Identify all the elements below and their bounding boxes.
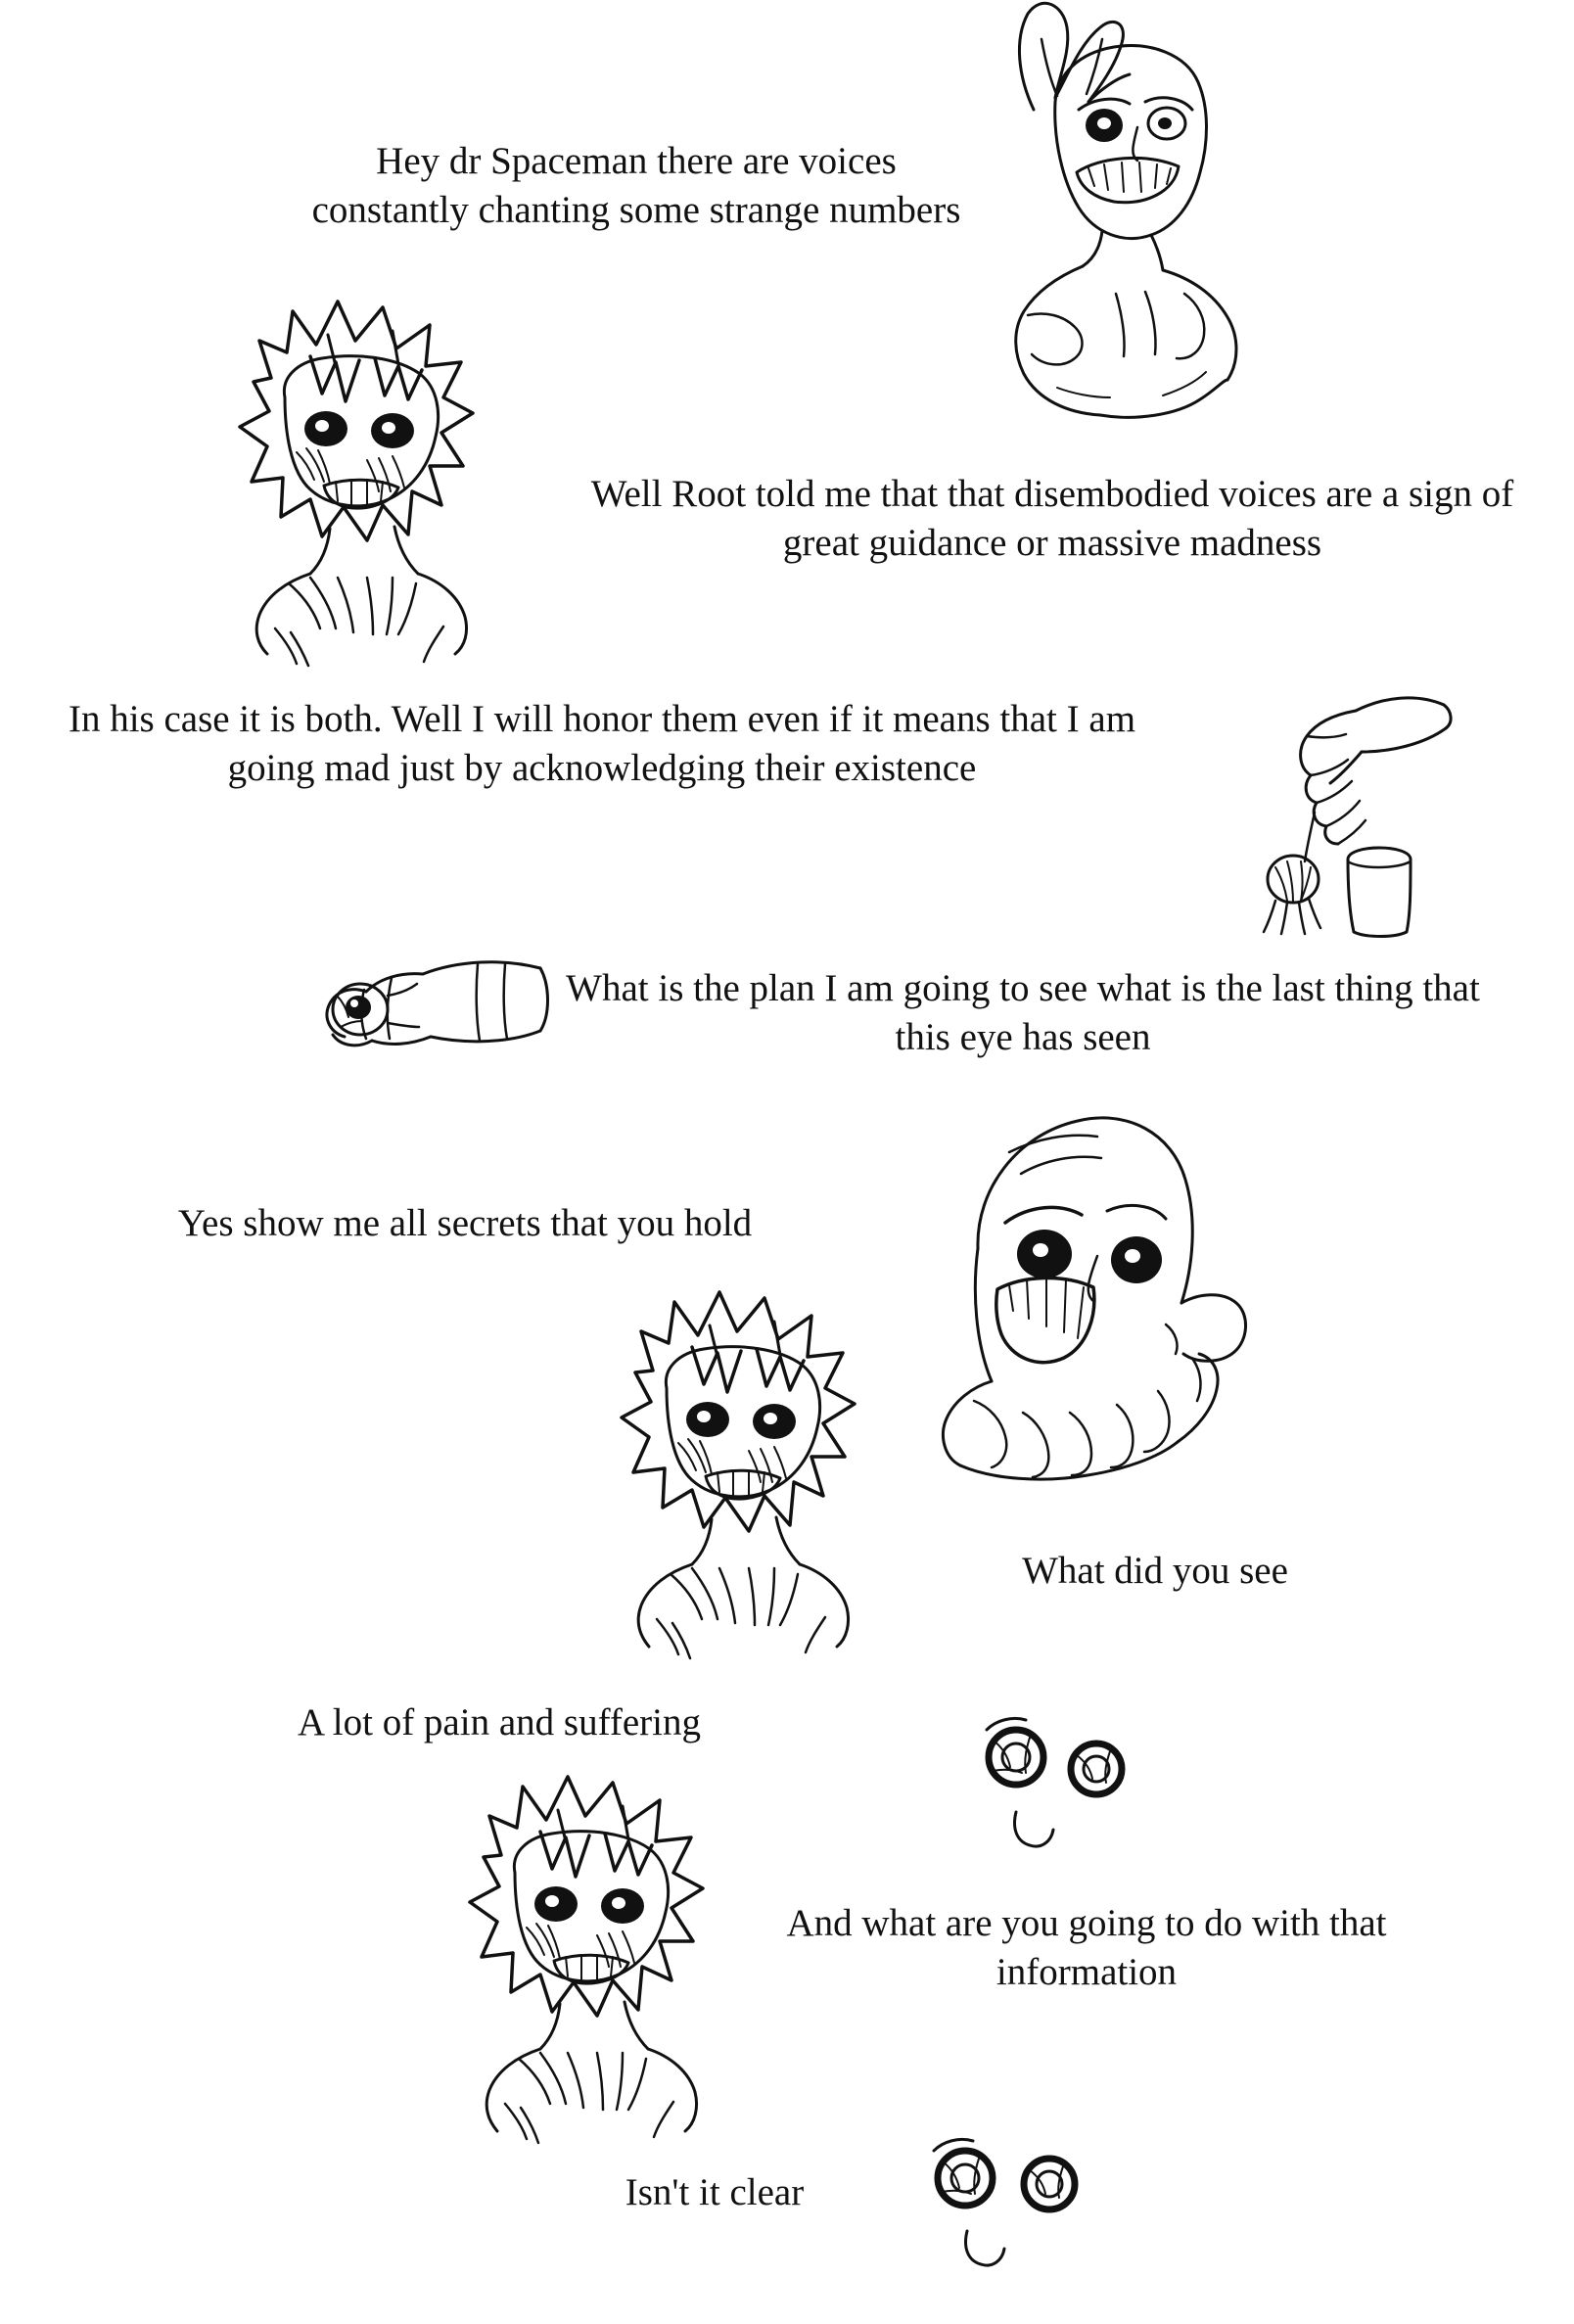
hand-holding-eyeball-drawing <box>294 935 558 1101</box>
horned-demon-character-drawing <box>998 0 1282 460</box>
angular-mask-character-drawing-1 <box>220 284 504 666</box>
dialogue-line-7: A lot of pain and suffering <box>298 1701 701 1743</box>
ghostly-screaming-face-drawing <box>915 1101 1307 1532</box>
dialogue-line-4: What is the plan I am going to see what is the last thing that this eye has seen <box>566 967 1490 1058</box>
angular-mask-character-drawing-2 <box>602 1273 886 1664</box>
angular-mask-character-drawing-3 <box>450 1757 734 2149</box>
dialogue-line-5: Yes show me all secrets that you hold <box>177 1202 753 1244</box>
dialogue-line-6: What did you see <box>1022 1550 1288 1592</box>
hand-holding-eye-over-cup-drawing <box>1209 675 1454 940</box>
floating-eyes-face-drawing-2 <box>920 2129 1106 2296</box>
floating-eyes-face-drawing-1 <box>969 1708 1155 1875</box>
dialogue-line-2: Well Root told me that that disembodied voices are a sign of great guidance or massive madness <box>590 473 1523 564</box>
dialogue-line-8: And what are you going to do with that information <box>786 1902 1397 1993</box>
dialogue-line-1: Hey dr Spaceman there are voices constantly chanting some strange numbers <box>311 140 961 231</box>
dialogue-line-3: In his case it is both. Well I will honor them even if it means that I am going mad just by acknowledging their existence <box>68 698 1145 789</box>
dialogue-line-9: Isn't it clear <box>625 2171 805 2213</box>
